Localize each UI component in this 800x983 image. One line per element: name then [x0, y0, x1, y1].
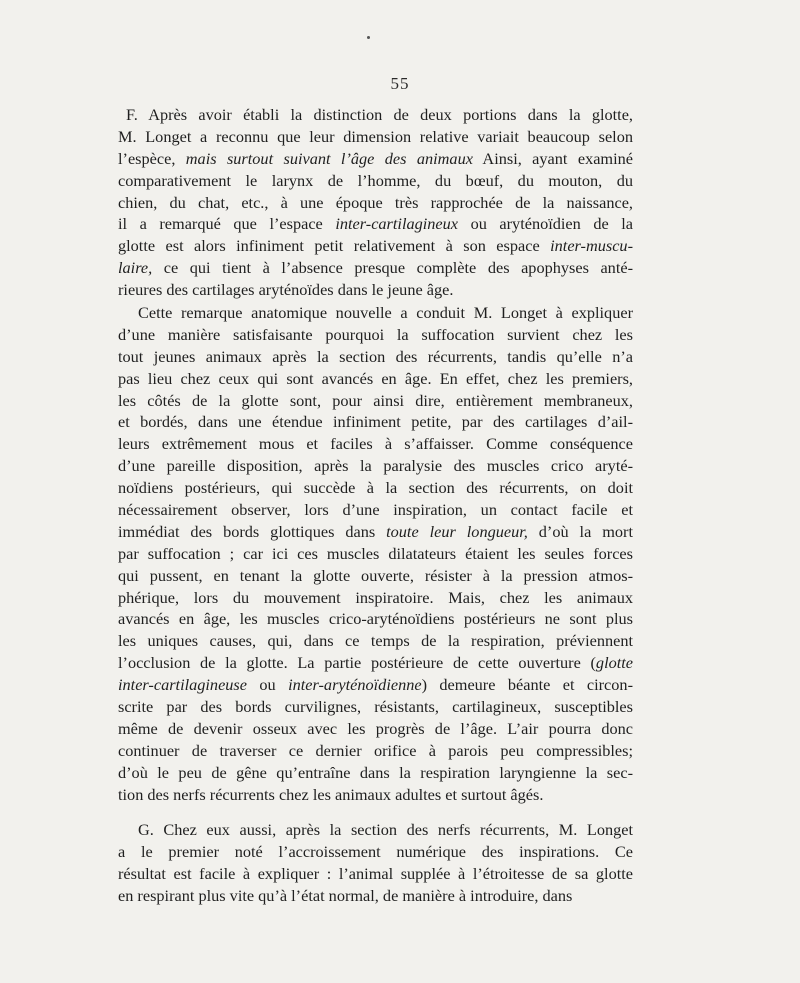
- text-line: a le premier noté l’accroissement numérique des inspirations. Ce: [118, 841, 633, 861]
- text-line: avancés en âge, les muscles crico-aryténoïdiens postérieurs ne sont plus: [118, 609, 633, 629]
- text-line: les côtés de la glotte sont, pour ainsi dire, entièrement membraneux,: [118, 390, 633, 410]
- text-line: par suffocation ; car ici ces muscles dilatateurs étaient les seules forces: [118, 543, 633, 563]
- italic-phrase: glotte: [595, 653, 633, 673]
- text-line: inter-cartilagineuse ou inter-aryténoïdienne) demeure béante et circon-: [118, 675, 633, 695]
- paragraph-g: [118, 819, 633, 907]
- text-line: d’une manière satisfaisante pourquoi la suffocation survient chez les: [118, 324, 633, 344]
- text-line: scrite par des bords curvilignes, résistants, cartilagineux, susceptibles: [118, 697, 633, 717]
- text-line: d’où le peu de gêne qu’entraîne dans la respiration laryngienne la sec-: [118, 762, 633, 782]
- text-line: d’une pareille disposition, après la paralysie des muscles crico aryté-: [118, 456, 633, 476]
- text-line: glotte est alors infiniment petit relativement à son espace inter-muscu-: [118, 236, 633, 256]
- italic-phrase: inter-aryténoïdienne: [288, 675, 422, 695]
- text-line: qui pussent, en tenant la glotte ouverte, résister à la pression atmos-: [118, 565, 633, 585]
- italic-phrase: inter-cartilagineux: [335, 214, 459, 234]
- text-line: nécessairement observer, lors d’une inspiration, un contact facile et: [118, 500, 633, 520]
- page-number: 55: [390, 74, 410, 93]
- italic-phrase: mais surtout suivant l’âge des animaux: [185, 148, 473, 168]
- text-line: immédiat des bords glottiques dans toute leur longueur, d’où la mort: [118, 521, 633, 541]
- text-line: laire, ce qui tient à l’absence presque complète des apophyses anté-: [118, 258, 633, 278]
- text-line: il a remarqué que l’espace inter-cartilagineux ou aryténoïdien de la: [118, 214, 633, 234]
- text-line: l’espèce, mais surtout suivant l’âge des animaux Ainsi, ayant examiné: [118, 148, 633, 168]
- text-line: Cette remarque anatomique nouvelle a conduit M. Longet à expliquer: [138, 303, 633, 322]
- text-line: et bordés, dans une étendue infiniment petite, par des cartilages d’ail-: [118, 412, 633, 432]
- text-line: continuer de traverser ce dernier orifice à parois peu compressibles;: [118, 740, 633, 760]
- text-line: phérique, lors du mouvement inspiratoire. Mais, chez les animaux: [118, 587, 633, 607]
- paragraph-longet-remark: [118, 302, 633, 805]
- italic-phrase: toute leur longueur,: [386, 521, 528, 541]
- text-line: tout jeunes animaux après la section des récurrents, tandis qu’elle n’a: [118, 346, 633, 366]
- text-line: tion des nerfs récurrents chez les animaux adultes et surtout âgés.: [118, 784, 544, 804]
- text-line: même de devenir osseux avec les progrès de l’âge. L’air pourra donc: [118, 718, 633, 738]
- text-line: pas lieu chez ceux qui sont avancés en âge. En effet, chez les premiers,: [118, 368, 633, 388]
- italic-phrase: inter-cartilagineuse: [118, 675, 247, 695]
- italic-phrase: inter-muscu-: [550, 236, 633, 256]
- text-line: noïdiens postérieurs, qui succède à la section des récurrents, on doit: [118, 478, 633, 498]
- text-line: les uniques causes, qui, dans ce temps de la respiration, préviennent: [118, 631, 633, 651]
- text-line: M. Longet a reconnu que leur dimension relative variait beaucoup selon: [118, 126, 633, 146]
- text-line: comparativement le larynx de l’homme, du bœuf, du mouton, du: [118, 170, 633, 190]
- text-line: G. Chez eux aussi, après la section des nerfs récurrents, M. Longet: [138, 820, 633, 839]
- text-line: chien, du chat, etc., à une époque très rapprochée de la naissance,: [118, 192, 633, 212]
- text-line: résultat est facile à expliquer : l’animal supplée à l’étroitesse de sa glotte: [118, 863, 633, 883]
- text-line: l’occlusion de la glotte. La partie postérieure de cette ouverture (glotte: [118, 653, 633, 673]
- italic-phrase: laire,: [118, 258, 153, 278]
- text-line: en respirant plus vite qu’à l’état normal, de manière à introduire, dans: [118, 885, 573, 905]
- paragraph-f: [118, 104, 633, 301]
- print-speck: [367, 36, 370, 39]
- text-line: F. Après avoir établi la distinction de deux portions dans la glotte,: [126, 105, 633, 124]
- text-line: leurs extrêmement mous et faciles à s’affaisser. Comme conséquence: [118, 434, 633, 454]
- text-line: rieures des cartilages aryténoïdes dans le jeune âge.: [118, 280, 454, 300]
